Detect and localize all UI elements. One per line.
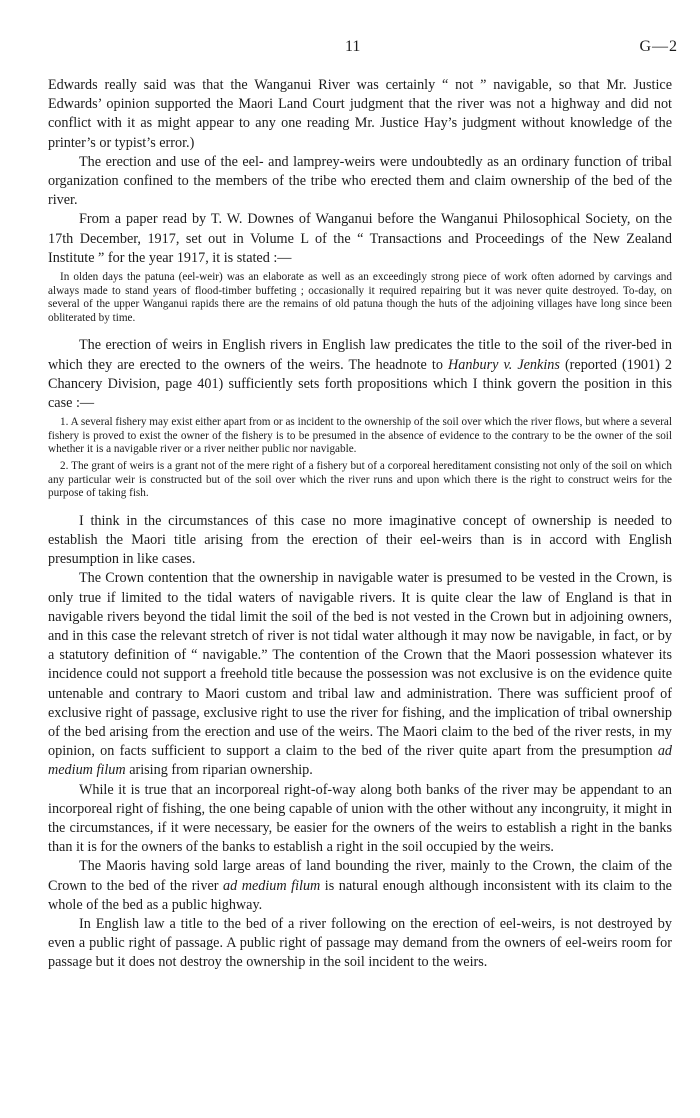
text-run: The erection of weirs in English rivers in English law predicates the title to the soil of the river-bed in which they are erected to the owners of the weirs. The headnote to [48, 337, 672, 373]
page-header [0, 38, 700, 62]
paragraph-english-weirs [48, 336, 672, 413]
paragraph-public-passage: In English law a title to the bed of a river following on the erection of eel-weirs, is not destroyed by even a public right of passage. A public right of passage may demand from the owners of eel-weirs room for passage but it does not destroy the ownership in the soil incident to the weirs. [48, 916, 672, 971]
paragraph-eel-weirs: The erection and use of the eel- and lamprey-weirs were undoubtedly as an ordinary function of tribal organization confined to the members of the tribe who erected them and claim ownership of the bed of the river. [48, 153, 672, 209]
paragraph-maori-title: I think in the circumstances of this case no more imaginative concept of ownership is needed to establish the Maori title arising from the erection of their eel-weirs than is in accord with English presumption in like cases. [48, 512, 672, 568]
text-run: arising from riparian ownership. [125, 762, 313, 779]
block-quote-proposition-2: 2. The grant of weirs is a grant not of the mere right of a fishery but of a corporeal hereditament consisting not only of the soil on which any particular weir is constructed but of the soil over which the river runs and upon which there is the right to construct weirs for the purpose of taking fish. [48, 460, 672, 500]
text-run: is natural enough although inconsistent with its claim to the whole of the bed as a public highway. [48, 877, 672, 913]
text-run: The Crown contention that the ownership in navigable water is presumed to be vested in the Crown, is only true if limited to the tidal waters of navigable rivers. It is quite clear the law of England is that in navigable rivers beyond the tidal limit the soil of the bed is not vested in the Crown but in adjoining owners, and in this case the relevant stretch of river is not tidal water although it may now be navigable, in fact, or by a statutory definition of “ navigable.” The contention of the Crown that the Maori possession whatever its incidence could not support a freehold title because the possession was not exclusive is on the evidence quite untenable and contrary to Maori custom and tribal law and administration. There was sufficient proof of exclusive right of passage, exclusive right to use the river for fishing, and the implication of tribal ownership of the bed arising from the erection and use of the weirs. The Maori claim to the bed of the river rests, in my opinion, on facts sufficient to support a claim to the bed of the river quite apart from the presumption [48, 570, 672, 760]
text-run: (reported (1901) 2 Chancery Division, page 401) sufficiently sets forth propositions which I think govern the position in this case :— [48, 356, 672, 412]
paragraph-crown-contention [48, 569, 672, 780]
page-body [48, 76, 672, 973]
block-quote-proposition-1: 1. A several fishery may exist either apart from or as incident to the ownership of the soil over which the river flows, but where a several fishery is proved to exist the owner of the fishery is to be presumed in the absence of evidence to the contrary to be the owner of the soil whether it is a navigable river or a river neither public nor navigable. [48, 416, 672, 456]
document-reference: G—2 [639, 38, 678, 55]
text-run: The Maoris having sold large areas of land bounding the river, mainly to the Crown, the claim of the Crown to the bed of the river [48, 858, 672, 894]
page-number: 11 [345, 38, 361, 55]
paragraph-maoris-sold-land [48, 857, 672, 915]
block-quote-patuna: In olden days the patuna (eel-weir) was an elaborate as well as an exceedingly strong piece of work often adorned by carvings and always made to stand years of flood-timber buffeting ; occasionally it required repairing but it was never quite destroyed. To-day, on several of the upper Wanganui rapids there are the remains of old patuna though the huts of the adjoining villages have long since been obliterated by time. [48, 271, 672, 324]
paragraph-downes-paper: From a paper read by T. W. Downes of Wanganui before the Wanganui Philosophical Society, on the 17th December, 1917, set out in Volume L of the “ Transactions and Proceedings of the New Zealand Institute ” for the year 1917, it is stated :— [48, 211, 672, 266]
paragraph-continuation: Edwards really said was that the Wanganui River was certainly “ not ” navigable, so that Mr. Justice Edwards’ opinion supported the Maori Land Court judgment that the river was not a highway and did not conflict with it as might appear to any one reading Mr. Justice Hay’s judgment without knowledge of the printer’s or typist’s error.) [48, 77, 672, 151]
latin-term: ad medium filum [223, 877, 321, 894]
latin-term: ad medium filum [48, 743, 672, 779]
case-name: Hanbury v. Jenkins [447, 356, 560, 373]
paragraph-right-of-way: While it is true that an incorporeal right-of-way along both banks of the river may be appendant to an incorporeal right of fishing, the one being capable of union with the other without any incongruity, it might in the circumstances, if it were necessary, be easier for the owners of the weirs to establish a right in the banks than it is for the owners of the banks to establish a right in the soil occupied by the weirs. [48, 781, 672, 856]
